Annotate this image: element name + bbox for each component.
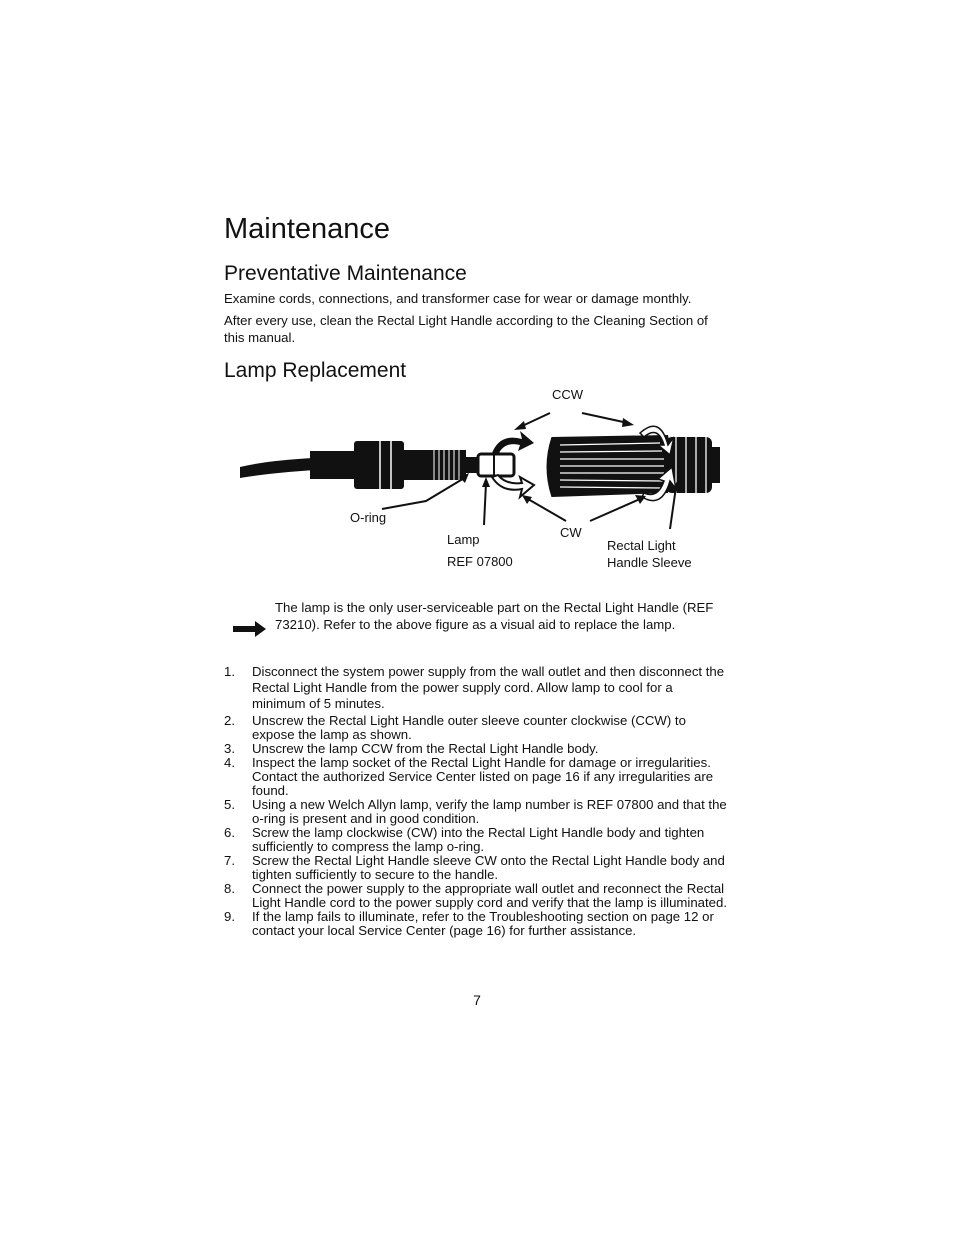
step-number: 1. — [224, 664, 235, 679]
ccw-pointer-right — [582, 413, 628, 423]
step-text: Using a new Welch Allyn lamp, verify the lamp number is REF 07800 and that the o-ring is present and in good condition. — [252, 797, 727, 826]
lamp-pointer — [484, 483, 486, 525]
note-arrow-icon — [233, 620, 267, 638]
cw-rotate-arrow — [492, 475, 534, 497]
power-cord — [240, 458, 315, 478]
list-item — [224, 714, 729, 742]
step-number: 9. — [224, 909, 235, 924]
step-number: 3. — [224, 741, 235, 756]
step-number: 4. — [224, 755, 235, 770]
list-item — [224, 854, 729, 882]
oring-label: O-ring — [350, 510, 387, 525]
step-text: Disconnect the system power supply from the wall outlet and then disconnect the Rectal Light Handle from the power supply cord. Allow lamp to cool for a minimum of 5 minutes. — [252, 664, 725, 711]
preventative-maintenance-heading: Preventative Maintenance — [224, 262, 467, 285]
step-text: Connect the power supply to the appropriate wall outlet and reconnect the Rectal Light Handle cord to the power supply cord and verify that the lamp is illuminated. — [252, 881, 728, 910]
page-title: Maintenance — [224, 213, 391, 245]
step-number: 7. — [224, 853, 235, 868]
list-item — [224, 826, 729, 854]
list-item — [224, 798, 729, 826]
preventative-paragraph-1: Examine cords, connections, and transformer case for wear or damage monthly. — [224, 291, 692, 306]
connector-body — [310, 451, 355, 479]
lamp-bulb — [478, 454, 514, 476]
lamp-replacement-steps — [224, 664, 729, 938]
step-number: 6. — [224, 825, 235, 840]
step-text: Screw the Rectal Light Handle sleeve CW onto the Rectal Light Handle body and tighten sufficiently to secure to the handle. — [252, 853, 725, 882]
step-number: 5. — [224, 797, 235, 812]
sleeve-label-line2: Handle Sleeve — [607, 555, 692, 570]
step-number: 2. — [224, 713, 235, 728]
step-text: Unscrew the Rectal Light Handle outer sleeve counter clockwise (CCW) to expose the lamp as shown. — [252, 713, 686, 742]
step-text: Inspect the lamp socket of the Rectal Light Handle for damage or irregularities. Contact the authorized Service Center listed on page 16 if any irregularities are found. — [252, 755, 714, 798]
page-number: 7 — [473, 992, 481, 1008]
ccw-rotate-arrow — [492, 431, 534, 455]
step-text: Screw the lamp clockwise (CW) into the Rectal Light Handle body and tighten sufficiently to compress the lamp o-ring. — [252, 825, 705, 854]
list-item — [224, 742, 729, 756]
lamp-replacement-figure — [230, 405, 730, 545]
list-item — [224, 882, 729, 910]
threaded-neck — [404, 450, 466, 480]
list-item — [224, 756, 729, 798]
note-text: The lamp is the only user-serviceable part on the Rectal Light Handle (REF 73210). Refer to the above figure as a visual aid to replace the lamp. — [275, 600, 714, 632]
ccw-label: CCW — [552, 387, 584, 402]
cw-label: CW — [560, 525, 582, 540]
preventative-paragraph-2: After every use, clean the Rectal Light Handle according to the Cleaning Section of this manual. — [224, 313, 708, 345]
sleeve-pointer — [670, 487, 676, 529]
step-text: If the lamp fails to illuminate, refer to the Troubleshooting section on page 12 or contact your local Service Center (page 16) for further assistance. — [252, 909, 714, 938]
sleeve-label-line1: Rectal Light — [607, 538, 676, 553]
lamp-replacement-heading: Lamp Replacement — [224, 359, 407, 382]
connector-grip — [354, 441, 404, 489]
list-item — [224, 910, 729, 938]
lamp-label: Lamp — [447, 532, 480, 547]
lamp-ref-label: REF 07800 — [447, 554, 513, 569]
cw-pointer-right — [590, 499, 640, 521]
step-number: 8. — [224, 881, 235, 896]
list-item — [224, 664, 729, 712]
cw-pointer-left — [528, 499, 566, 521]
lamp — [466, 457, 478, 473]
step-text: Unscrew the lamp CCW from the Rectal Light Handle body. — [252, 741, 599, 756]
